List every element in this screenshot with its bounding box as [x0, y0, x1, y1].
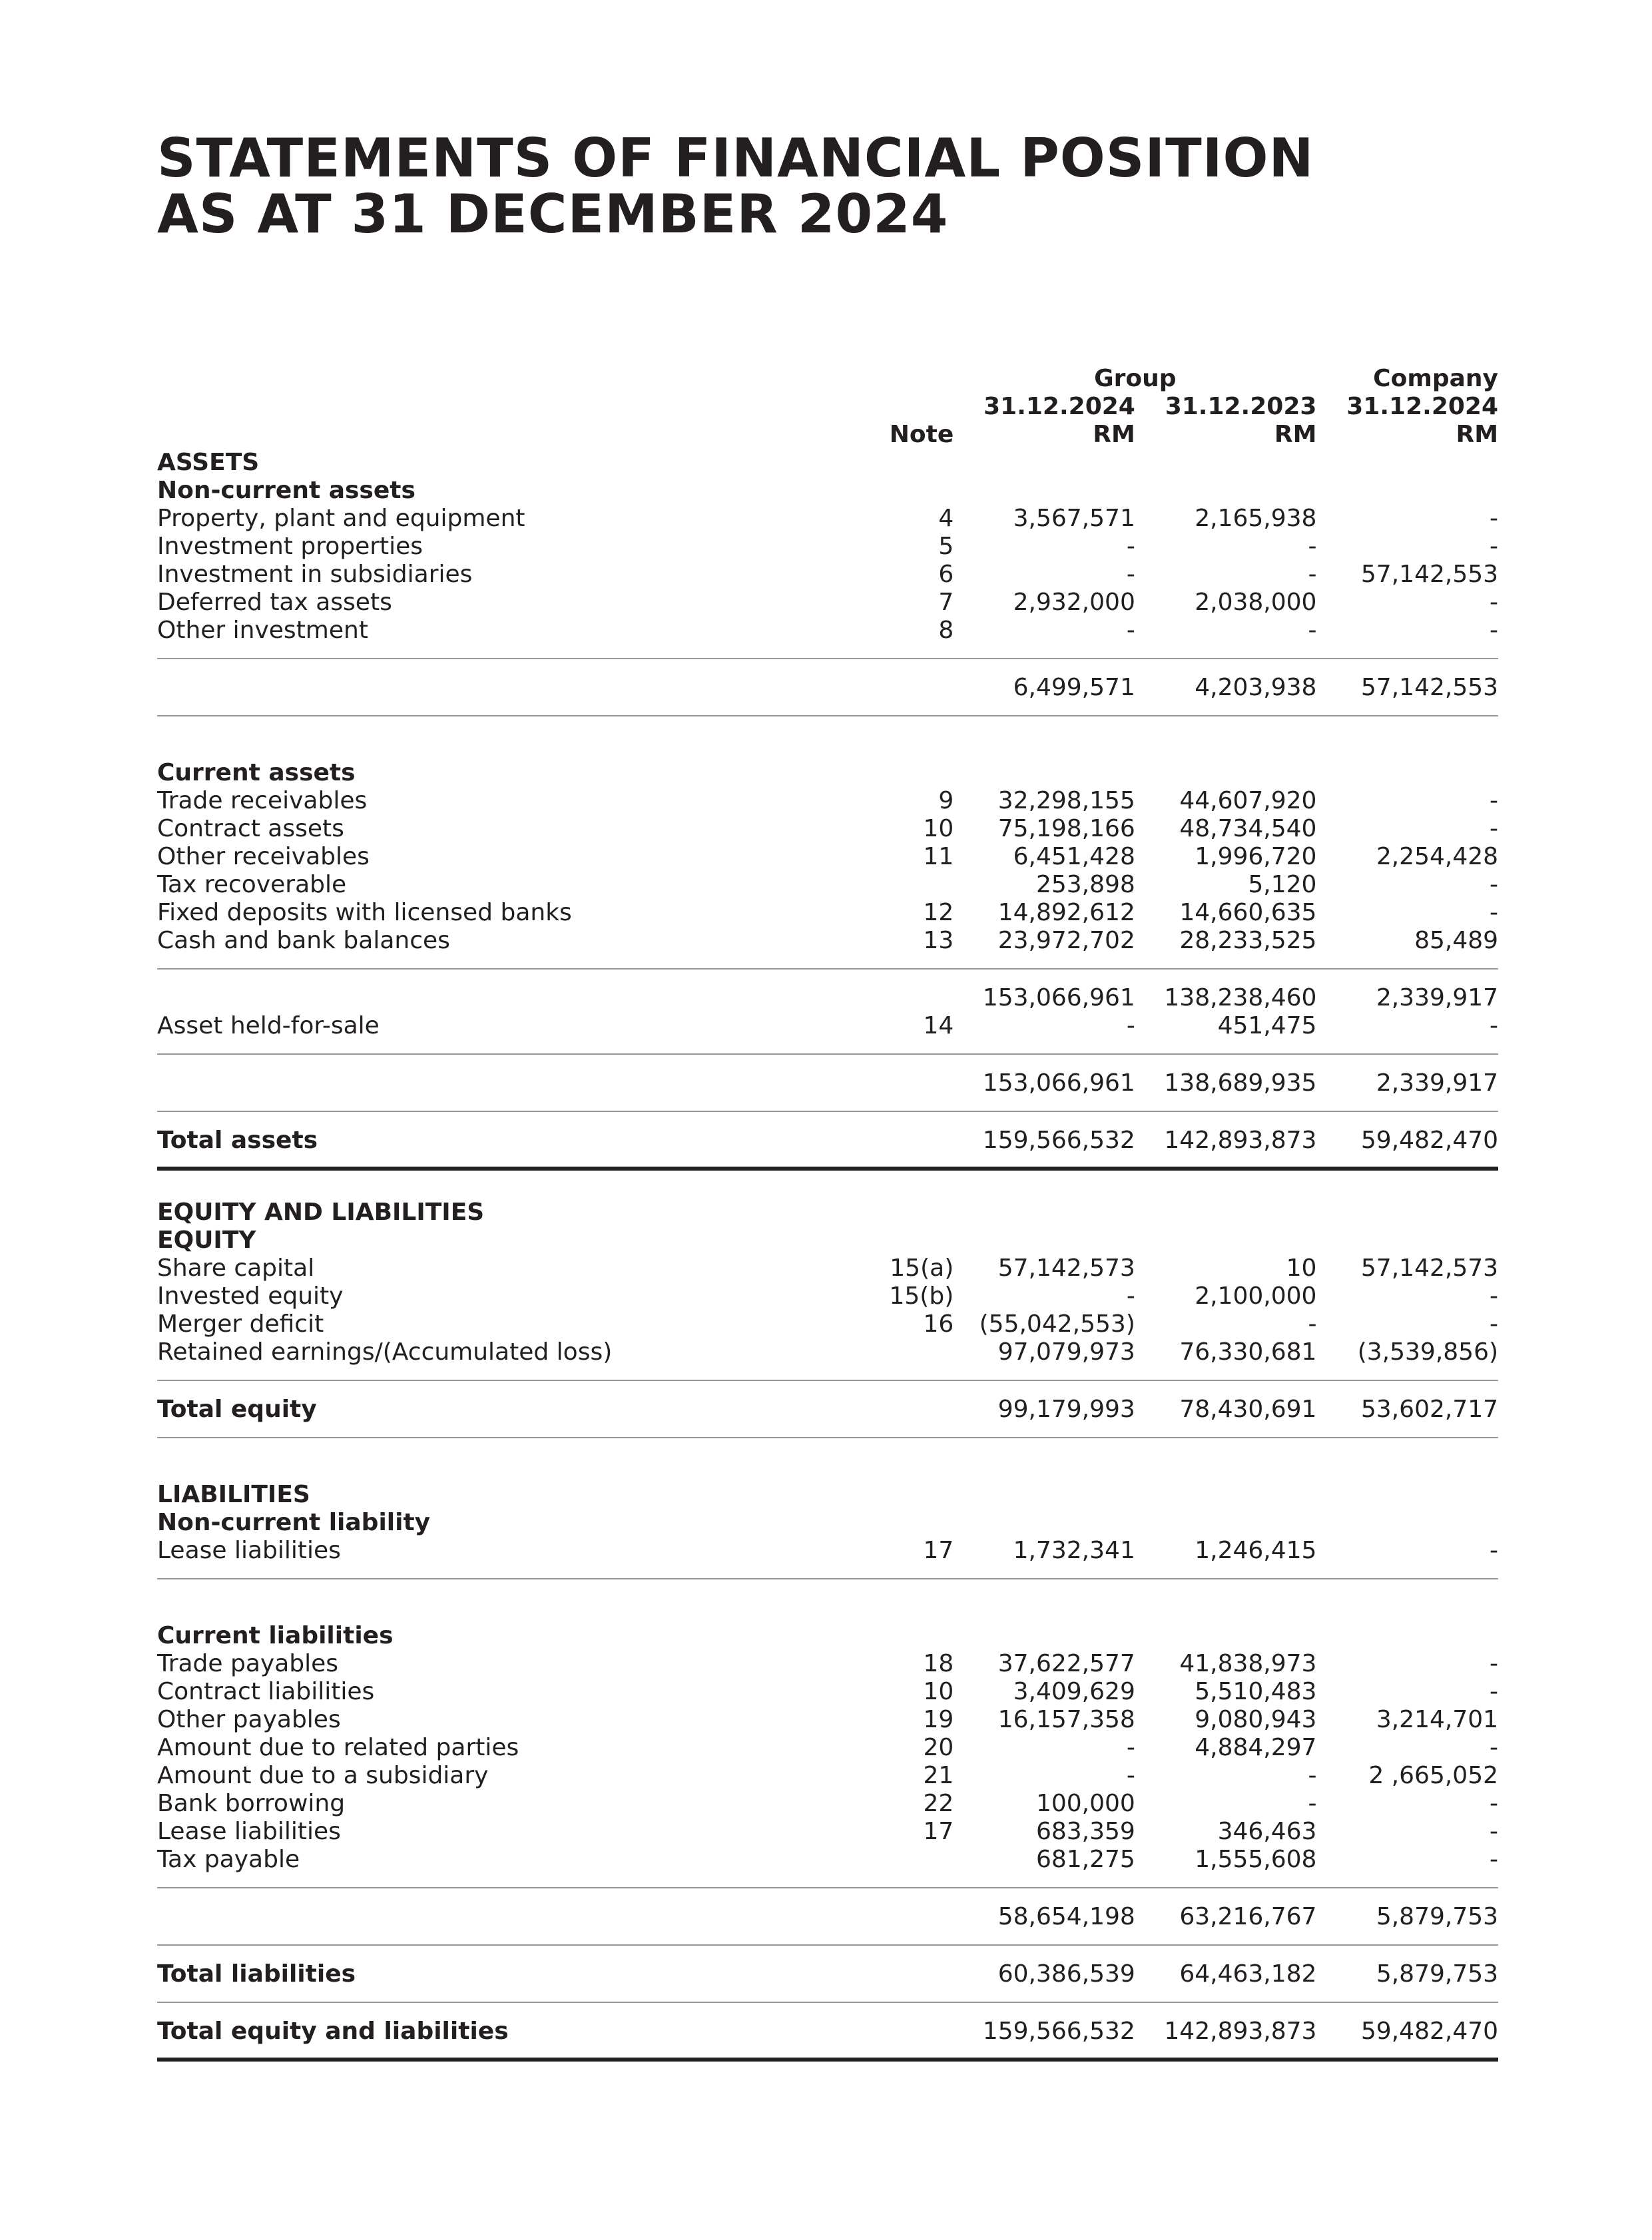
table-row: Amount due to related parties 20 - 4,884,297 -: [157, 1734, 1499, 1761]
total-row-equity: Total equity 99,179,993 78,430,691 53,602,717: [157, 1396, 1499, 1423]
table-row: Retained earnings/(Accumulated loss) 97,079,973 76,330,681 (3,539,856): [157, 1338, 1499, 1366]
note-column-label: Note: [889, 421, 954, 448]
subsection-heading-equity: EQUITY: [157, 1227, 256, 1254]
section-heading-assets: ASSETS: [157, 449, 260, 476]
table-row: Other receivables 11 6,451,428 1,996,720 2,254,428: [157, 843, 1499, 870]
title-line-1: STATEMENTS OF FINANCIAL POSITION: [157, 127, 1314, 189]
table-row: Amount due to a subsidiary 21 - - 2 ,665,052: [157, 1762, 1499, 1789]
table-row: Other investment 8 - - -: [157, 617, 1499, 644]
divider: [157, 1578, 1498, 1579]
divider-thick: [157, 1167, 1498, 1171]
group-label: Group: [1094, 365, 1177, 392]
subtotal-row-non-current-assets: 6,499,571 4,203,938 57,142,553: [1013, 674, 1499, 701]
divider: [157, 715, 1498, 716]
table-row: Contract assets 10 75,198,166 48,734,540 -: [157, 815, 1499, 842]
col-company-2024-date: 31.12.2024: [1346, 393, 1499, 420]
table-row-held-for-sale: Asset held-for-sale 14 - 451,475 -: [157, 1012, 1499, 1039]
divider: [157, 1437, 1498, 1438]
table-row: Contract liabilities 10 3,409,629 5,510,483 -: [157, 1678, 1499, 1705]
total-row-current-assets: 153,066,961 138,689,935 2,339,917: [982, 1069, 1499, 1097]
col-group-2024-date: 31.12.2024: [983, 393, 1135, 420]
table-row: Tax payable 681,275 1,555,608 -: [157, 1846, 1499, 1873]
table-row: Investment in subsidiaries 6 - - 57,142,553: [157, 561, 1499, 588]
subtotal-row-current-liabilities: 58,654,198 63,216,767 5,879,753: [997, 1903, 1499, 1930]
subsection-heading-current-liabilities: Current liabilities: [157, 1622, 394, 1649]
col-company-2024-unit: RM: [1456, 421, 1499, 448]
table-row: Other payables 19 16,157,358 9,080,943 3,214,701: [157, 1706, 1499, 1733]
table-row: Tax recoverable 253,898 5,120 -: [157, 871, 1499, 898]
table-row: Fixed deposits with licensed banks 12 14,892,612 14,660,635 -: [157, 899, 1499, 926]
divider: [157, 658, 1498, 659]
financial-position-table: [157, 365, 1498, 2076]
divider: [157, 2002, 1498, 2003]
table-row: Cash and bank balances 13 23,972,702 28,233,525 85,489: [157, 927, 1499, 954]
subsection-heading-liabilities: LIABILITIES: [157, 1481, 310, 1508]
company-label: Company: [1373, 365, 1498, 392]
total-row-equity-and-liabilities: Total equity and liabilities 159,566,532 142,893,873 59,482,470: [157, 2018, 1499, 2045]
table-row: Trade payables 18 37,622,577 41,838,973 -: [157, 1650, 1499, 1677]
subsection-heading-non-current-assets: Non-current assets: [157, 477, 415, 504]
col-group-2024-unit: RM: [1093, 421, 1135, 448]
table-row: Lease liabilities 17 683,359 346,463 -: [157, 1818, 1499, 1845]
subtotal-row-current-assets: 153,066,961 138,238,460 2,339,917: [982, 984, 1499, 1011]
section-heading-equity-liabilities: EQUITY AND LIABILITIES: [157, 1199, 485, 1226]
page-title: [157, 127, 1314, 245]
table-row: Bank borrowing 22 100,000 - -: [157, 1790, 1499, 1817]
table-row: Share capital 15(a) 57,142,573 10 57,142,573: [157, 1255, 1499, 1282]
table-row: Trade receivables 9 32,298,155 44,607,920 -: [157, 787, 1499, 814]
divider: [157, 1944, 1498, 1946]
divider: [157, 1111, 1498, 1112]
title-line-2: AS AT 31 DECEMBER 2024: [157, 183, 949, 245]
col-group-2023-unit: RM: [1274, 421, 1317, 448]
table-row: Merger deficit 16 (55,042,553) - -: [157, 1310, 1499, 1338]
total-row-liabilities: Total liabilities 60,386,539 64,463,182 5,879,753: [157, 1960, 1499, 1988]
divider: [157, 1887, 1498, 1888]
table-row: Lease liabilities 17 1,732,341 1,246,415 -: [157, 1537, 1499, 1564]
divider: [157, 1053, 1498, 1055]
divider: [157, 1380, 1498, 1381]
divider-thick: [157, 2058, 1498, 2062]
table-row: Invested equity 15(b) - 2,100,000 -: [157, 1282, 1499, 1310]
table-row: Property, plant and equipment 4 3,567,571 2,165,938 -: [157, 505, 1499, 532]
total-row-assets: Total assets 159,566,532 142,893,873 59,482,470: [157, 1127, 1499, 1154]
column-date-header: [157, 393, 1498, 421]
col-group-2023-date: 31.12.2023: [1165, 393, 1317, 420]
column-group-header: [157, 365, 1498, 393]
subsection-heading-non-current-liability: Non-current liability: [157, 1509, 431, 1536]
divider: [157, 968, 1498, 970]
table-row: Deferred tax assets 7 2,932,000 2,038,000 -: [157, 589, 1499, 616]
table-row: Investment properties 5 - - -: [157, 533, 1499, 560]
subsection-heading-current-assets: Current assets: [157, 759, 356, 786]
column-unit-header: [157, 421, 1498, 449]
